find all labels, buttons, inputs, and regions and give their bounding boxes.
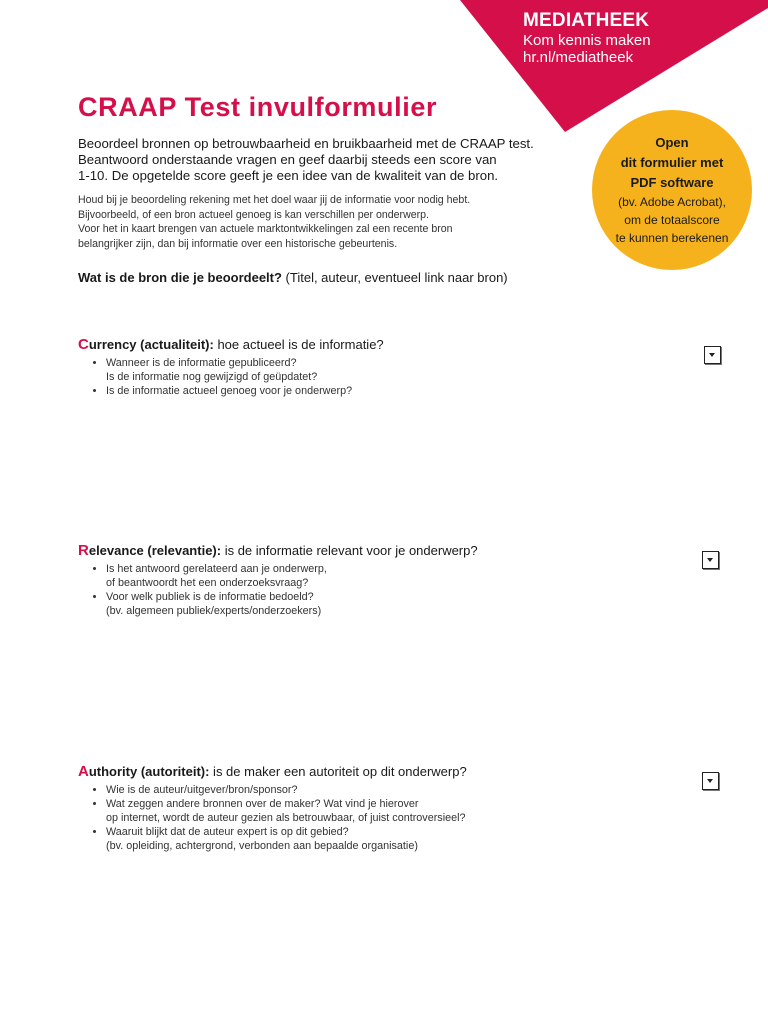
list-item xyxy=(106,783,638,797)
section-authority xyxy=(78,763,638,853)
list-item-line: • Waaruit blijkt dat de auteur expert is op dit gebied? xyxy=(106,826,349,838)
list-item-line: (bv. algemeen publiek/experts/onderzoekers) xyxy=(106,605,322,617)
list-item-line: • Is het antwoord gerelateerd aan je onderwerp, xyxy=(106,563,327,575)
list-item-line: of beantwoordt het een onderzoeksvraag? xyxy=(106,577,309,589)
badge-line-1: Open xyxy=(655,135,689,150)
bullet-list xyxy=(78,562,638,618)
intro-line: 1-10. De opgetelde score geeft je een idee van de kwaliteit van de bron. xyxy=(78,168,499,183)
section-initial: R xyxy=(78,542,89,559)
banner-title: MEDIATHEEK xyxy=(523,10,650,31)
badge-line-3: PDF software xyxy=(630,175,714,190)
list-item-line: • Is de informatie actueel genoeg voor je onderwerp? xyxy=(106,385,353,397)
section-criterion: urrency (actualiteit): xyxy=(88,337,214,352)
list-item-line: op internet, wordt de auteur gezien als betrouwbaar, of juist controversieel? xyxy=(106,812,466,824)
list-item-line: Is de informatie nog gewijzigd of geüpdatet? xyxy=(106,371,318,383)
badge-line-4: (bv. Adobe Acrobat), xyxy=(618,195,726,209)
badge-line-6: te kunnen berekenen xyxy=(615,231,729,245)
intro-line: Beoordeel bronnen op betrouwbaarheid en bruikbaarheid met de CRAAP test. xyxy=(78,136,534,151)
banner-text xyxy=(523,10,651,66)
list-item-line: • Wanneer is de informatie gepubliceerd? xyxy=(106,357,297,369)
intro-line: Beantwoord onderstaande vragen en geef daarbij steeds een score van xyxy=(78,152,497,167)
note-text xyxy=(78,193,568,251)
list-item xyxy=(106,590,638,618)
list-item xyxy=(106,825,638,853)
banner-slogan: Kom kennis maken xyxy=(523,32,651,49)
list-item xyxy=(106,384,638,398)
list-item-line: (bv. opleiding, achtergrond, verbonden aan bepaalde organisatie) xyxy=(106,840,418,852)
bullet-list xyxy=(78,783,638,853)
section-relevance xyxy=(78,542,638,618)
source-question-label: Wat is de bron die je beoordeelt? xyxy=(78,270,282,285)
source-question xyxy=(78,270,508,285)
section-currency xyxy=(78,336,638,398)
list-item xyxy=(106,562,638,590)
section-question: is de informatie relevant voor je onderwerp? xyxy=(221,543,478,558)
intro-text xyxy=(78,136,578,184)
list-item-line: • Wie is de auteur/uitgever/bron/sponsor? xyxy=(106,784,298,796)
list-item-line: • Voor welk publiek is de informatie bedoeld? xyxy=(106,591,314,603)
badge-line-5: om de totaalscore xyxy=(624,213,720,227)
section-question: hoe actueel is de informatie? xyxy=(213,337,384,352)
badge-line-2: dit formulier met xyxy=(620,155,724,170)
pdf-software-badge xyxy=(592,110,752,270)
section-initial: A xyxy=(78,763,89,780)
list-item xyxy=(106,797,638,825)
section-criterion: uthority (autoriteit): xyxy=(88,764,210,779)
currency-score-dropdown[interactable] xyxy=(704,346,721,364)
bullet-list xyxy=(78,356,638,398)
section-criterion: elevance (relevantie): xyxy=(88,543,222,558)
section-heading xyxy=(78,542,638,559)
note-line: Houd bij je beoordeling rekening met het doel waar jij de informatie voor nodig hebt. xyxy=(78,194,471,206)
authority-score-dropdown[interactable] xyxy=(702,772,719,790)
relevance-score-dropdown[interactable] xyxy=(702,551,719,569)
section-heading xyxy=(78,763,638,780)
section-question: is de maker een autoriteit op dit onderwerp? xyxy=(209,764,467,779)
list-item xyxy=(106,356,638,384)
section-initial: C xyxy=(78,336,89,353)
banner-url[interactable]: hr.nl/mediatheek xyxy=(523,49,634,66)
list-item-line: • Wat zeggen andere bronnen over de maker? Wat vind je hierover xyxy=(106,798,419,810)
page-title: CRAAP Test invulformulier xyxy=(78,92,438,122)
source-question-hint: (Titel, auteur, eventueel link naar bron) xyxy=(281,270,508,285)
note-line: Voor het in kaart brengen van actuele marktontwikkelingen zal een recente bron xyxy=(78,223,453,235)
note-line: belangrijker zijn, dan bij informatie over een historische gebeurtenis. xyxy=(78,237,398,250)
note-line: Bijvoorbeeld, of een bron actueel genoeg is kan verschillen per onderwerp. xyxy=(78,208,429,221)
section-heading xyxy=(78,336,638,353)
